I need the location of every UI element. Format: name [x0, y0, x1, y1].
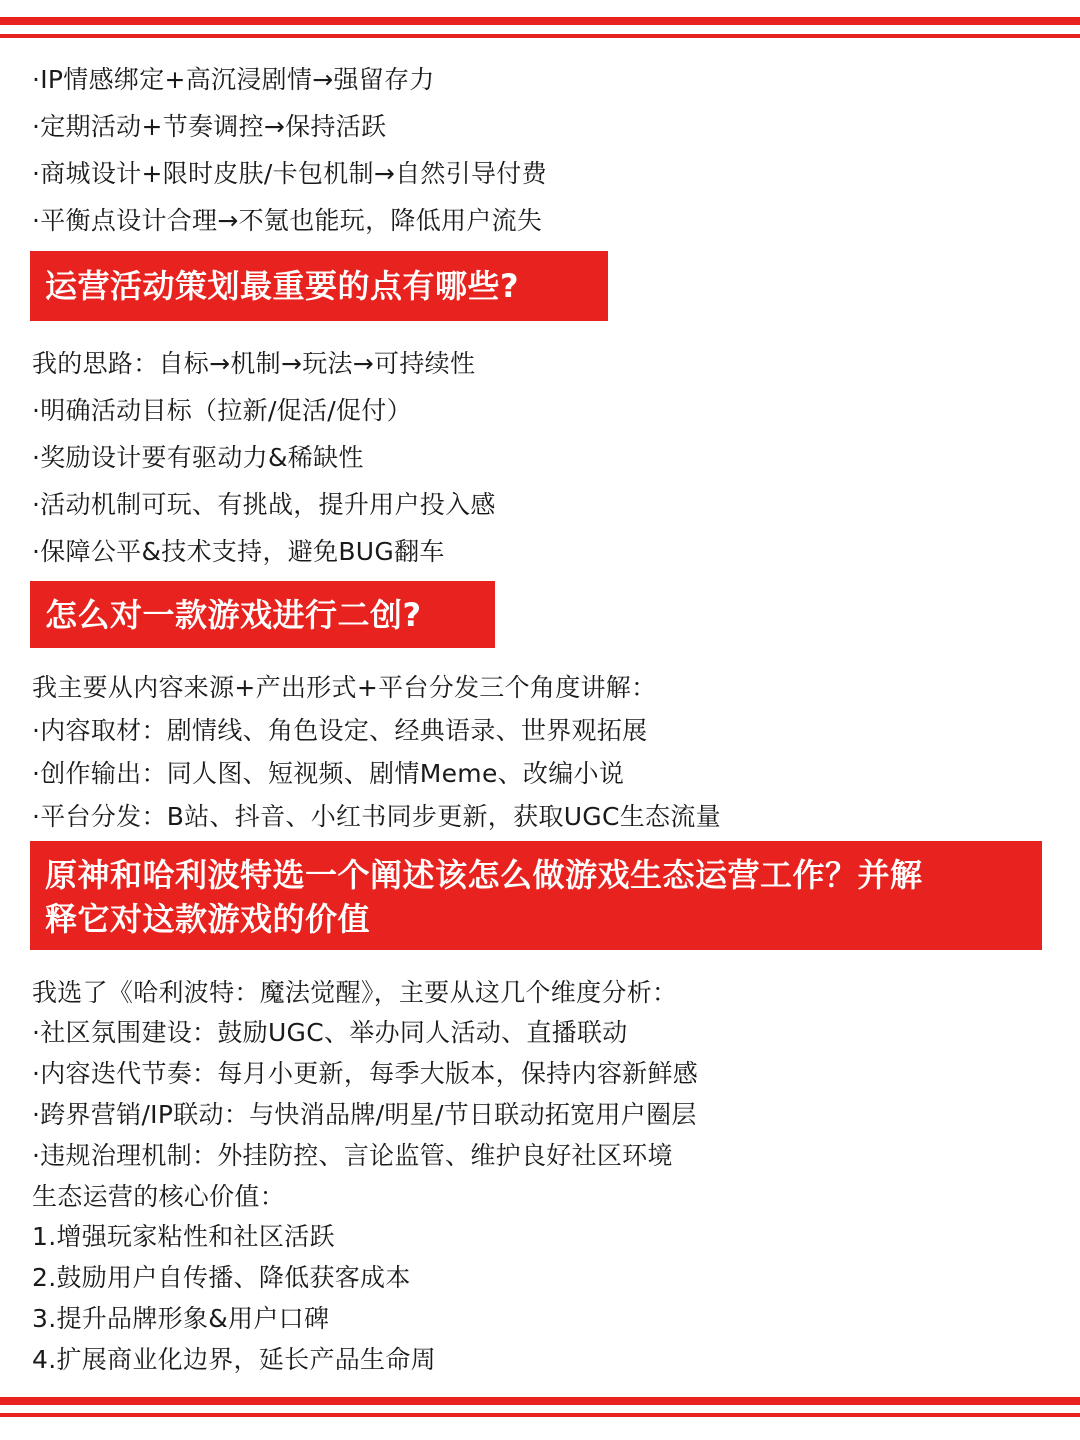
list-item: ·奖励设计要有驱动力&稀缺性: [32, 443, 364, 472]
list-item: ·定期活动+节奏调控→保持活跃: [32, 112, 387, 141]
list-item: ·IP情感绑定+高沉浸剧情→强留存力: [32, 65, 435, 94]
list-item: ·内容取材：剧情线、角色设定、经典语录、世界观拓展: [32, 716, 648, 745]
value-item: 2.鼓励用户自传播、降低获客成本: [32, 1263, 411, 1292]
list-item: ·明确活动目标（拉新/促活/促付）: [32, 396, 412, 425]
top-stripe-thin: [0, 34, 1080, 38]
list-item: ·平衡点设计合理→不氪也能玩，降低用户流失: [32, 206, 543, 235]
value-item: 1.增强玩家粘性和社区活跃: [32, 1222, 335, 1251]
section-heading: 怎么对一款游戏进行二创?: [30, 581, 495, 648]
list-item: ·保障公平&技术支持，避免BUG翻车: [32, 537, 445, 566]
list-item: ·创作输出：同人图、短视频、剧情Meme、改编小说: [32, 759, 625, 788]
list-item: ·商城设计+限时皮肤/卡包机制→自然引导付费: [32, 159, 547, 188]
list-item: ·平台分发：B站、抖音、小红书同步更新，获取UGC生态流量: [32, 802, 721, 831]
section-intro: 我选了《哈利波特：魔法觉醒》，主要从这几个维度分析：: [32, 978, 678, 1007]
section-intro: 我主要从内容来源+产出形式+平台分发三个角度讲解：: [32, 673, 657, 702]
list-item: ·跨界营销/IP联动：与快消品牌/明星/节日联动拓宽用户圈层: [32, 1100, 697, 1129]
section-heading-line: 释它对这款游戏的价值: [45, 900, 371, 938]
list-item: ·内容迭代节奏：每月小更新，每季大版本，保持内容新鲜感: [32, 1059, 699, 1088]
bottom-stripe-thin: [0, 1413, 1080, 1417]
list-item: ·违规治理机制：外挂防控、言论监管、维护良好社区环境: [32, 1141, 673, 1170]
value-item: 4.扩展商业化边界，延长产品生命周: [32, 1345, 436, 1374]
section-heading: [30, 841, 1042, 950]
list-item: ·活动机制可玩、有挑战，提升用户投入感: [32, 490, 496, 519]
top-stripe-thick: [0, 17, 1080, 25]
section-heading-line: 原神和哈利波特选一个阐述该怎么做游戏生态运营工作？并解: [45, 856, 923, 894]
list-item: ·社区氛围建设：鼓励UGC、举办同人活动、直播联动: [32, 1018, 628, 1047]
section-heading: 运营活动策划最重要的点有哪些?: [30, 251, 608, 321]
bottom-stripe-thick: [0, 1397, 1080, 1405]
value-item: 3.提升品牌形象&用户口碑: [32, 1304, 330, 1333]
value-title: 生态运营的核心价值：: [32, 1182, 286, 1211]
section-intro: 我的思路：自标→机制→玩法→可持续性: [32, 349, 476, 378]
